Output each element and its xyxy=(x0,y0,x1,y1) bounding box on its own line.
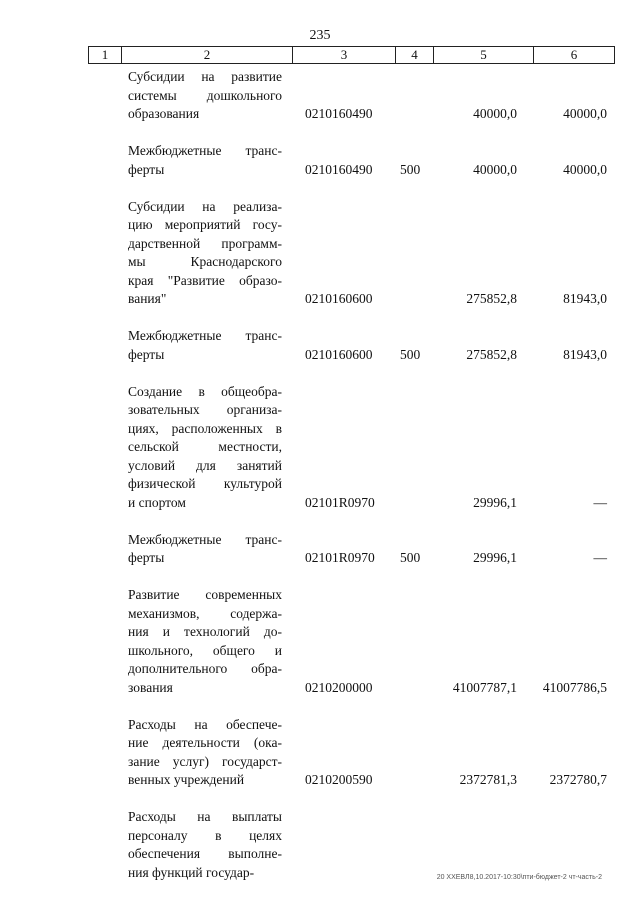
row-name-line: обеспечения выполне- xyxy=(128,846,282,861)
row-sum-1: 41007787,1 xyxy=(452,679,517,695)
row-sum-2: — xyxy=(593,494,607,510)
row-code: 0210200000 xyxy=(305,679,373,695)
row-vr: 500 xyxy=(400,550,421,565)
row-name-line: венных учреждений xyxy=(128,772,245,787)
row-name-line: Расходы на обеспече- xyxy=(128,716,282,732)
row-vr: 500 xyxy=(400,161,421,177)
table-row xyxy=(0,68,640,124)
row-name xyxy=(128,383,282,513)
row-name-line: Межбюджетные транс- xyxy=(128,143,282,158)
row-name-line: персоналу в целях xyxy=(128,827,282,843)
row-name-line: физической культурой xyxy=(128,476,282,491)
row-name-line: системы дошкольного xyxy=(128,87,282,103)
row-name xyxy=(128,586,282,697)
row-name xyxy=(128,198,282,309)
row-name-line: сельской местности, xyxy=(128,439,282,454)
row-name-line: образования xyxy=(128,106,200,121)
row-name-line: цию мероприятий госу- xyxy=(128,217,282,232)
row-name-line: Расходы на выплаты xyxy=(128,809,282,824)
row-sum-2: 2372780,7 xyxy=(549,772,607,787)
row-code: 0210160490 xyxy=(305,161,373,177)
row-name-line: зовательных организа- xyxy=(128,402,282,417)
header-col-5: 5 xyxy=(434,47,534,63)
row-sum-2: 40000,0 xyxy=(563,106,607,121)
row-name xyxy=(128,68,282,124)
row-sum-1: 40000,0 xyxy=(473,106,517,121)
row-name xyxy=(128,716,282,790)
row-name-line: механизмов, содержа- xyxy=(128,605,282,621)
row-name-line: Субсидии на развитие xyxy=(128,69,282,84)
row-sum-1: 40000,0 xyxy=(473,161,517,177)
row-code: 0210160600 xyxy=(305,291,373,306)
row-name xyxy=(128,327,282,364)
row-name-line: Развитие современных xyxy=(128,587,282,602)
row-name-line: мы Краснодарского xyxy=(128,254,282,269)
header-col-6: 6 xyxy=(570,47,578,62)
row-name-line: ния и технологий до- xyxy=(128,624,282,639)
row-name-line: дарственной программ- xyxy=(128,235,282,251)
footer-note: 20 ХХЕВЛ8,10.2017-10:30\пти-бюджет-2 чт-часть-2 xyxy=(436,874,602,881)
row-name xyxy=(128,142,282,179)
row-name-line: Субсидии на реализа- xyxy=(128,198,282,214)
header-col-1: 1 xyxy=(89,47,122,63)
row-name-line: ние деятельности (ока- xyxy=(128,735,282,750)
table-row xyxy=(0,383,640,513)
header-col-2: 2 xyxy=(122,47,293,63)
row-name-line: зание услуг) государст- xyxy=(128,753,282,769)
row-name-line: Межбюджетные транс- xyxy=(128,328,282,343)
row-name-line: дополнительного обра- xyxy=(128,661,282,676)
row-sum-1: 29996,1 xyxy=(473,494,517,510)
header-col-4: 4 xyxy=(396,47,434,63)
row-name-line: ферты xyxy=(128,346,165,362)
row-vr: 500 xyxy=(400,346,421,362)
row-name-line: ния функций государ- xyxy=(128,864,255,880)
table-row xyxy=(0,531,640,568)
row-sum-2: 81943,0 xyxy=(563,291,607,306)
row-sum-2: 40000,0 xyxy=(563,161,607,177)
row-name-line: Создание в общеобра- xyxy=(128,383,282,399)
row-sum-1: 275852,8 xyxy=(466,346,517,362)
row-name xyxy=(128,531,282,568)
row-sum-1: 29996,1 xyxy=(473,550,517,565)
row-sum-2: 41007786,5 xyxy=(542,679,607,695)
table-body xyxy=(0,68,640,901)
table-row xyxy=(0,716,640,790)
row-name-line: и спортом xyxy=(128,494,186,510)
row-code: 02101R0970 xyxy=(305,550,375,565)
row-sum-1: 2372781,3 xyxy=(459,772,517,787)
table-row xyxy=(0,198,640,309)
table-header xyxy=(88,46,615,64)
row-sum-2: — xyxy=(593,550,607,565)
row-sum-1: 275852,8 xyxy=(466,291,517,306)
row-code: 02101R0970 xyxy=(305,494,375,510)
table-row xyxy=(0,327,640,364)
row-name-line: школьного, общего и xyxy=(128,642,282,658)
row-name-line: циях, расположенных в xyxy=(128,420,282,436)
row-code: 0210160600 xyxy=(305,346,373,362)
row-name-line: вания" xyxy=(128,291,167,306)
row-name-line: края "Развитие образо- xyxy=(128,272,282,288)
table-row xyxy=(0,142,640,179)
row-name-line: зования xyxy=(128,679,173,695)
row-code: 0210200590 xyxy=(305,772,373,787)
row-name-line: ферты xyxy=(128,550,165,565)
row-name-line: Межбюджетные транс- xyxy=(128,531,282,547)
row-name-line: ферты xyxy=(128,161,165,177)
row-code: 0210160490 xyxy=(305,106,373,121)
table-row xyxy=(0,586,640,697)
row-sum-2: 81943,0 xyxy=(563,346,607,362)
row-name xyxy=(128,808,282,882)
row-name-line: условий для занятий xyxy=(128,457,282,473)
page-number: 235 xyxy=(309,28,331,43)
header-col-3: 3 xyxy=(293,47,396,63)
table-row xyxy=(0,808,640,882)
